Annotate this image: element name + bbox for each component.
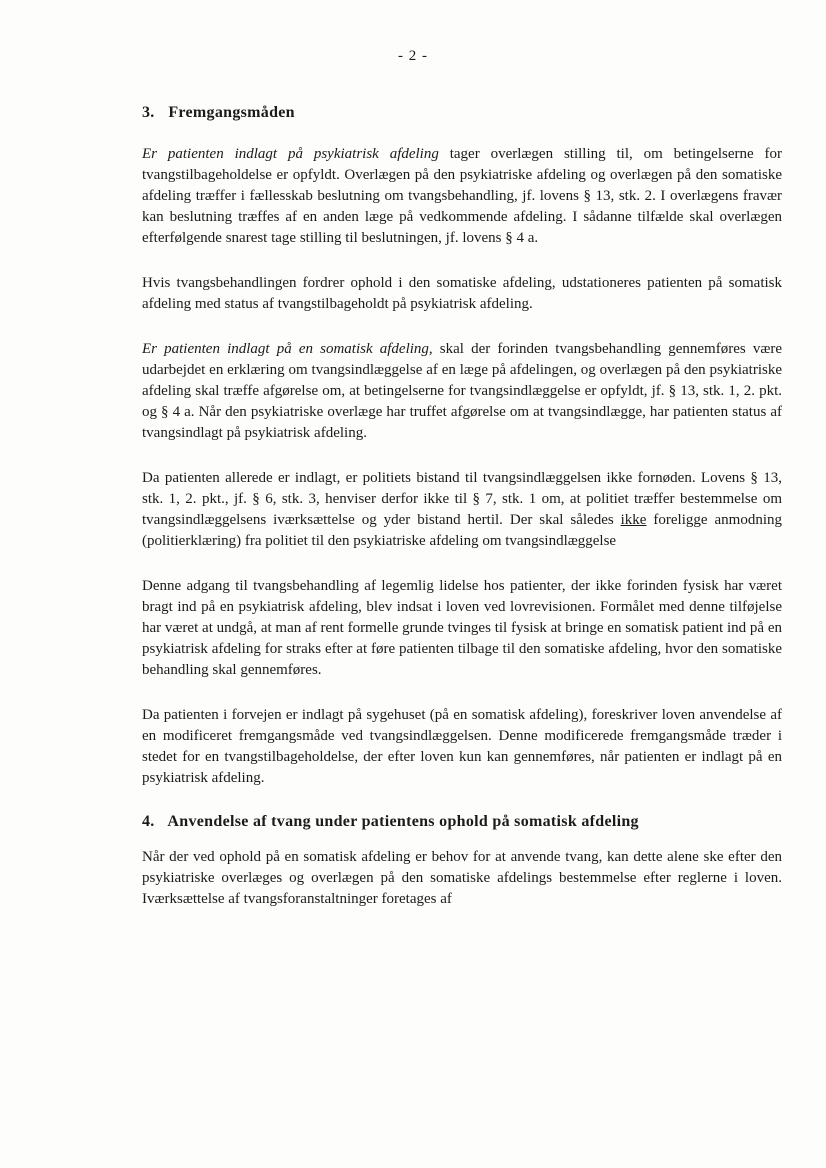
emphasis-psychiatric-ward: Er patienten indlagt på psykiatrisk afdeling — [142, 146, 439, 162]
section-3-paragraph-2: Hvis tvangsbehandlingen fordrer ophold i den somatiske afdeling, udstationeres patienten på somatisk afdeling med status af tvangstilbageholdt på psykiatrisk afdeling. — [142, 275, 782, 312]
section-3-paragraph-4 — [142, 468, 782, 552]
paragraph-text: Da patienten allerede er indlagt, er politiets bistand til tvangsindlæggelsen ikke fornøden. Lovens § 13, stk. 1, 2. pkt., jf. § 6, stk. 3, henviser derfor ikke til § 7, stk. 1 om, at politiet træffer bestemmelse om tvangsindlæggelsens iværksættelse og yder bistand hertil. Der skal således — [142, 470, 782, 528]
section-4-number: 4. — [142, 813, 155, 830]
section-4-paragraph-1: Når der ved ophold på en somatisk afdeling er behov for at anvende tvang, kan dette alene ske efter den psykiatriske overlæges og overlægen på den somatiske afdelings bestemmelse efter reglerne i loven. Iværksættelse af tvangsforanstaltninger foretages af — [142, 849, 782, 907]
section-3-paragraph-1 — [142, 144, 782, 249]
section-3-paragraph-5: Denne adgang til tvangsbehandling af legemlig lidelse hos patienter, der ikke forinden fysisk har været bragt ind på en psykiatrisk afdeling, blev indsat i loven ved lovrevisionen. Formålet med denne tilføjelse har været at undgå, at man af rent formelle grunde tvinges til fysisk at bringe en somatisk patient ind på en psykiatrisk afdeling for straks efter at føre patienten tilbage til den somatiske afdeling, hvor den somatiske behandling skal gennemføres. — [142, 578, 782, 678]
section-3-paragraph-3 — [142, 339, 782, 444]
underlined-word: ikke — [620, 512, 647, 528]
section-3-heading — [142, 104, 782, 122]
section-3-number: 3. — [142, 104, 155, 121]
paragraph-text: tager overlægen stilling til, om betingelserne for tvangstilbageholdelse er opfyldt. Overlægen på den psykiatriske afdeling og overlægen på den somatiske afdeling træffer i fællesskab beslutning om tvangsbehandling, jf. lovens § 13, stk. 2. I overlægens fravær kan beslutning træffes af en anden læge på vedkommende afdeling. I sådanne tilfælde skal overlægen efterfølgende snarest tage stilling til beslutningen, jf. lovens § 4 a. — [142, 146, 783, 246]
paragraph-text: foreligge anmodning (politierklæring) fra politiet til den psykiatriske afdeling om tvangsindlæggelse — [142, 512, 782, 549]
document-body — [142, 96, 782, 934]
emphasis-somatic-ward: Er patienten indlagt på en somatisk afdeling — [142, 341, 429, 357]
page-number: - 2 - — [398, 48, 428, 64]
section-3-paragraph-6: Da patienten i forvejen er indlagt på sygehuset (på en somatisk afdeling), foreskriver loven anvendelse af en modificeret fremgangsmåde ved tvangsindlæggelsen. Denne modificerede fremgangsmåde træder i stedet for en tvangstilbageholdelse, der efter loven kun kan gennemføres, når patienten er indlagt på en psykiatrisk afdeling. — [142, 707, 782, 786]
section-4-heading — [142, 813, 782, 831]
paragraph-text: , skal der forinden tvangsbehandling gennemføres være udarbejdet en erklæring om tvangsindlæggelse af en læge på afdelingen, og overlægen på den psykiatriske afdeling skal træffe afgørelse om, at betingelserne for tvangsindlæggelse er opfyldt, jf. § 13, stk. 1, 2. pkt. og § 4 a. Når den psykiatriske overlæge har truffet afgørelse om at tvangsindlægge, har patienten status af tvangsindlagt på psykiatrisk afdeling. — [142, 341, 782, 441]
section-4-title: Anvendelse af tvang under patientens ophold på somatisk afdeling — [167, 813, 639, 830]
section-3-title: Fremgangsmåden — [168, 104, 295, 121]
